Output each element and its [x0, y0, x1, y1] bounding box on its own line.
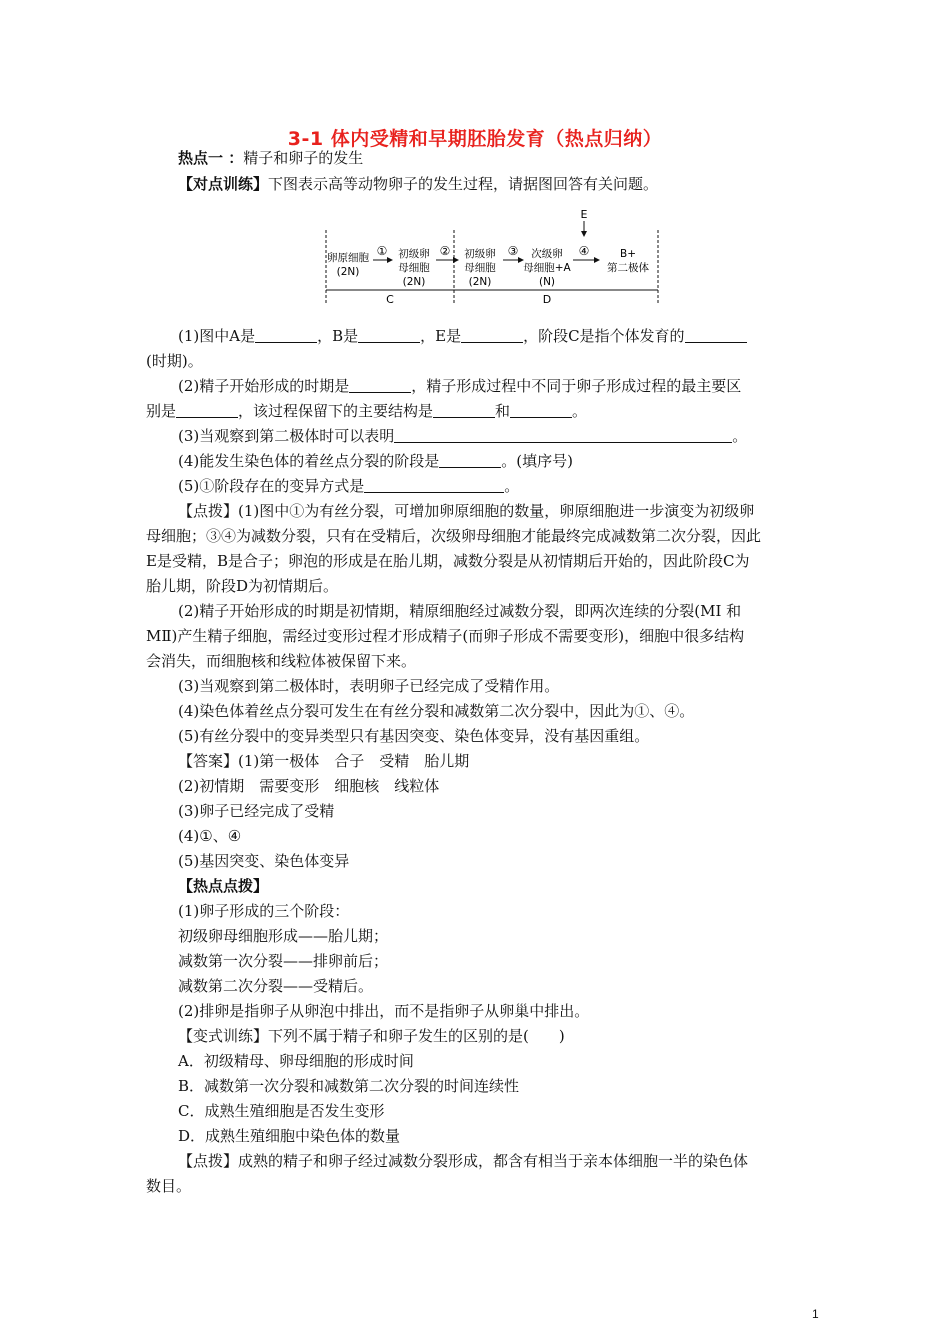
training-label: 【对点训练】: [178, 175, 269, 193]
answer-line: (5)基因突变、染色体变异: [178, 852, 350, 870]
tip-line: (4)染色体着丝点分裂可发生在有丝分裂和减数第二次分裂中，因此为①、④。: [178, 702, 695, 720]
node-primary-1-ploidy: (2N): [402, 276, 426, 288]
q2-text-4: ，该过程保留下的主要结构是: [238, 402, 434, 420]
node-second-polar-body: 第二极体: [607, 262, 649, 274]
hot-tip-line: 减数第二次分裂——受精后。: [178, 977, 374, 995]
variant-option-c[interactable]: C．成熟生殖细胞是否发生变形: [178, 1102, 385, 1120]
q2-blank-4[interactable]: [510, 403, 572, 418]
hot-tip-line: (1)卵子形成的三个阶段：: [178, 902, 350, 920]
question-4: [178, 451, 573, 471]
hotspot-heading: [178, 148, 363, 168]
variant-option-d[interactable]: D．成熟生殖细胞中染色体的数量: [178, 1127, 401, 1145]
node-primary-1b: 母细胞: [398, 262, 430, 274]
q3-text-1: (3)当观察到第二极体时可以表明: [178, 427, 395, 445]
variant-option-a[interactable]: A．初级精母、卵母细胞的形成时间: [178, 1052, 414, 1070]
answer-line: (4)①、④: [178, 827, 242, 845]
q3-text-2: 。: [732, 427, 748, 445]
node-primary-2: 初级卵: [464, 248, 496, 260]
node-oogonium: 卵原细胞: [327, 252, 369, 264]
tip-line: 胎儿期，阶段D为初情期后。: [146, 577, 339, 595]
tip-line: 【点拨】(1)图中①为有丝分裂，可增加卵原细胞的数量，卵原细胞进一步演变为初级卵: [178, 502, 755, 520]
variant-tip-line: 【点拨】成熟的精子和卵子经过减数分裂形成，都含有相当于亲本体细胞一半的染色体: [178, 1152, 749, 1170]
marker-3: ③: [507, 244, 519, 258]
variant-question: 【变式训练】下列不属于精子和卵子发生的区别的是( ): [178, 1027, 565, 1045]
page-title: 3-1 体内受精和早期胚胎发育（热点归纳）: [287, 128, 663, 150]
training-text: 下图表示高等动物卵子的发生过程，请据图回答有关问题。: [268, 175, 659, 193]
q5-text-1: (5)①阶段存在的变异方式是: [178, 477, 365, 495]
hotspot-label: 热点一 ：: [178, 149, 244, 167]
q1-blank-c[interactable]: [685, 328, 747, 343]
node-zygote: B+: [619, 248, 637, 260]
training-intro: [178, 174, 658, 194]
q5-text-2: 。: [504, 477, 520, 495]
hot-tip-label: 【热点点拨】: [178, 877, 269, 895]
variant-option-b[interactable]: B．减数第一次分裂和减数第二次分裂的时间连续性: [178, 1077, 520, 1095]
question-5: [178, 476, 519, 496]
answer-line: (2)初情期 需要变形 细胞核 线粒体: [178, 777, 440, 795]
q2-text-6: 。: [572, 402, 588, 420]
question-2: [178, 376, 741, 396]
q1-blank-a[interactable]: [255, 328, 317, 343]
q1-text-3: ，E是: [420, 327, 462, 345]
answer-line: 【答案】(1)第一极体 合子 受精 胎儿期: [178, 752, 470, 770]
q1-text-4: ，阶段C是指个体发育的: [523, 327, 685, 345]
question-2-cont: [146, 401, 587, 421]
tip-line: MⅡ)产生精子细胞，需经过变形过程才形成精子(而卵子形成不需要变形)，细胞中很多结构: [146, 627, 745, 645]
stage-c-label: C: [386, 293, 394, 306]
tip-line: (5)有丝分裂中的变异类型只有基因突变、染色体变异，没有基因重组。: [178, 727, 650, 745]
marker-4: ④: [578, 244, 590, 258]
tip-line: (2)精子开始形成的时期是初情期，精原细胞经过减数分裂，即两次连续的分裂(MⅠ 和: [178, 602, 742, 620]
node-secondary-ploidy: (N): [538, 276, 556, 288]
variant-tip-line: 数目。: [146, 1177, 192, 1195]
hot-tip-line: 初级卵母细胞形成——胎儿期；: [178, 927, 389, 945]
q5-blank[interactable]: [364, 478, 504, 493]
marker-1: ①: [376, 244, 388, 258]
tip-line: (3)当观察到第二极体时，表明卵子已经完成了受精作用。: [178, 677, 560, 695]
tip-line: E是受精，B是合子；卵泡的形成是在胎儿期，减数分裂是从初情期后开始的，因此阶段C为: [146, 552, 750, 570]
q2-blank-3[interactable]: [433, 403, 495, 418]
q1-text-2: ，B是: [317, 327, 359, 345]
q2-text-5: 和: [495, 402, 511, 420]
q1-text-1: (1)图中A是: [178, 327, 256, 345]
q2-text-1: (2)精子开始形成的时期是: [178, 377, 350, 395]
q4-blank[interactable]: [439, 453, 501, 468]
node-secondary-b: 母细胞+A: [523, 262, 571, 274]
q4-text-1: (4)能发生染色体的着丝点分裂的阶段是: [178, 452, 440, 470]
node-primary-1: 初级卵: [398, 248, 430, 260]
q3-blank[interactable]: [394, 428, 732, 443]
question-1-cont: (时期)。: [146, 352, 203, 370]
answer-line: (3)卵子已经完成了受精: [178, 802, 335, 820]
node-secondary: 次级卵: [531, 248, 563, 260]
stage-d-label: D: [542, 293, 552, 306]
node-primary-2-ploidy: (2N): [468, 276, 492, 288]
page-number: 1: [812, 1307, 819, 1321]
q2-blank-2[interactable]: [176, 403, 238, 418]
q2-text-2: ，精子形成过程中不同于卵子形成过程的最主要区: [411, 377, 742, 395]
question-3: [178, 426, 747, 446]
q4-text-2: 。(填序号): [501, 452, 573, 470]
label-e: E: [580, 208, 588, 221]
node-oogonium-ploidy: (2N): [336, 266, 360, 278]
tip-line: 会消失，而细胞核和线粒体被保留下来。: [146, 652, 417, 670]
oogenesis-diagram: [318, 204, 664, 316]
q2-blank-1[interactable]: [349, 378, 411, 393]
hot-tip-line: 减数第一次分裂——排卵前后；: [178, 952, 389, 970]
node-primary-2b: 母细胞: [464, 262, 496, 274]
hot-tip-line: (2)排卵是指卵子从卵泡中排出，而不是指卵子从卵巢中排出。: [178, 1002, 590, 1020]
q1-blank-e[interactable]: [461, 328, 523, 343]
tip-line: 母细胞；③④为减数分裂，只有在受精后，次级卵母细胞才能最终完成减数第二次分裂，因此: [146, 527, 762, 545]
marker-2: ②: [439, 244, 451, 258]
question-1: [178, 326, 747, 346]
q1-blank-b[interactable]: [358, 328, 420, 343]
q2-text-3: 别是: [146, 402, 177, 420]
hotspot-text: 精子和卵子的发生: [243, 149, 364, 167]
